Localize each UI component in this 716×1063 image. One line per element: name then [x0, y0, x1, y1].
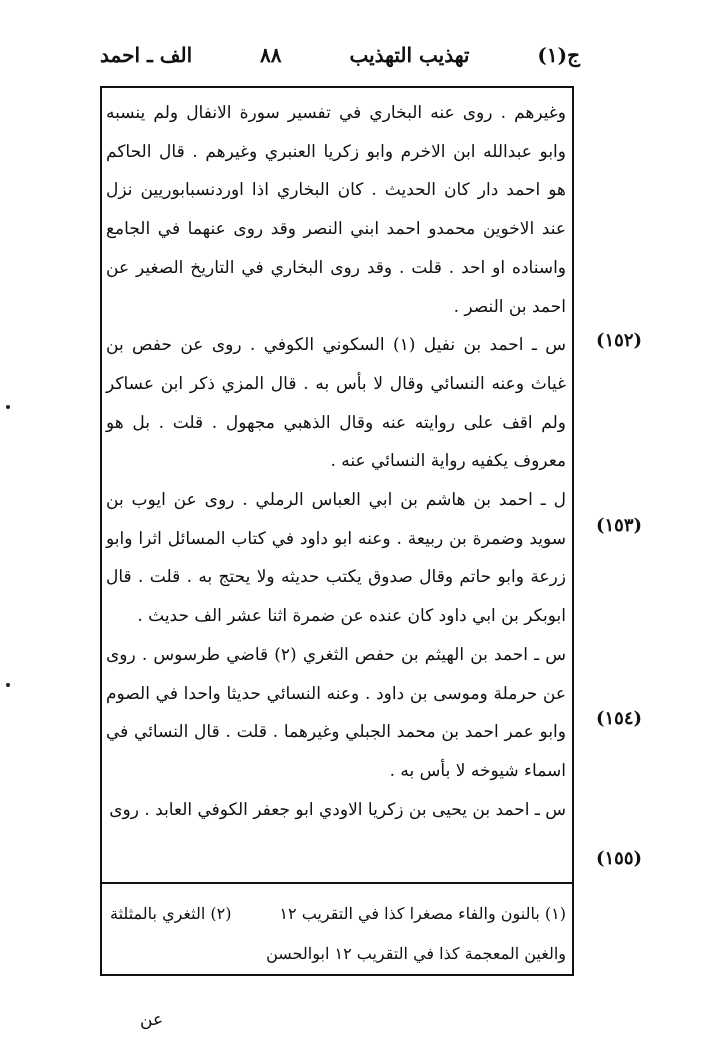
header-volume: ج(١) [537, 43, 580, 67]
footnote-2-continued: والغين المعجمة كذا في التقريب ١٢ ابوالحسن [266, 944, 566, 963]
scan-mark [6, 405, 10, 409]
scan-mark [6, 683, 10, 687]
entry-number-155: (١٥٥) [595, 848, 643, 869]
footnote-row [110, 894, 566, 934]
entry-number-152: (١٥٢) [595, 330, 643, 351]
main-text [106, 94, 566, 829]
footnote-separator [100, 882, 574, 884]
continuation-paragraph: وغيرهم . روى عنه البخاري في تفسير سورة الانفال ولم ينسبه وابو عبدالله ابن الاخرم وابو زكريا العنبري وغيرهم . قال الحاكم هو احمد دار كان الحديث . كان البخاري اذا اوردنسبابوريين نزل عند الاخوين محمدو احمد ابني النصر وقد روى عنهما في الجامع واسناده او احد . قلت . وقد روى البخاري في التاريخ الصغير عن احمد بن النصر . [106, 103, 566, 317]
entry-number-153: (١٥٣) [595, 515, 643, 536]
catchword: عن [140, 1010, 164, 1030]
entry-155: س ـ احمد بن يحيى بن زكريا الاودي ابو جعفر الكوفي العابد . روى [109, 799, 566, 820]
header-section: الف ـ احمد [100, 43, 193, 67]
footnote-1: (١) بالنون والفاء مصغرا كذا في التقريب ١٢ [279, 904, 566, 923]
entry-152: س ـ احمد بن نفيل (١) السكوني الكوفي . روى عن حفص بن غياث وعنه النسائي وقال لا بأس به . قال المزي ذكر ابن عساكر ولم اقف على روايته عنه وقال الذهبي مجهول . قلت . بل هو معروف يكفيه رواية النسائي عنه . [106, 335, 566, 472]
running-header [100, 36, 580, 74]
header-book-title: تهذيب التهذيب [349, 43, 470, 67]
entry-number-154: (١٥٤) [595, 708, 643, 729]
entry-153: ل ـ احمد بن هاشم بن ابي العباس الرملي . روى عن ايوب بن سويد وضمرة بن ربيعة . وعنه ابو داود في كتاب المسائل اثرا وابو زرعة وابو حاتم وقال صدوق يكتب حديثه ولا يحتج به . قلت . قال ابوبكر بن ابي داود كان عنده عن ضمرة اثنا عشر الف حديث . [106, 490, 566, 627]
footnotes [110, 894, 566, 974]
entry-154: س ـ احمد بن الهيثم بن حفص الثغري (٢) قاضي طرسوس . روى عن حرملة وموسى بن داود . وعنه النسائي حديثا واحدا في الصوم وابو عمر احمد بن محمد الجبلي وغيرهما . قلت . قال النسائي في اسماء شيوخه لا بأس به . [106, 644, 566, 781]
header-page-number: ٨٨ [260, 43, 282, 67]
footnote-2: (٢) الثغري بالمثلثة [110, 904, 232, 923]
